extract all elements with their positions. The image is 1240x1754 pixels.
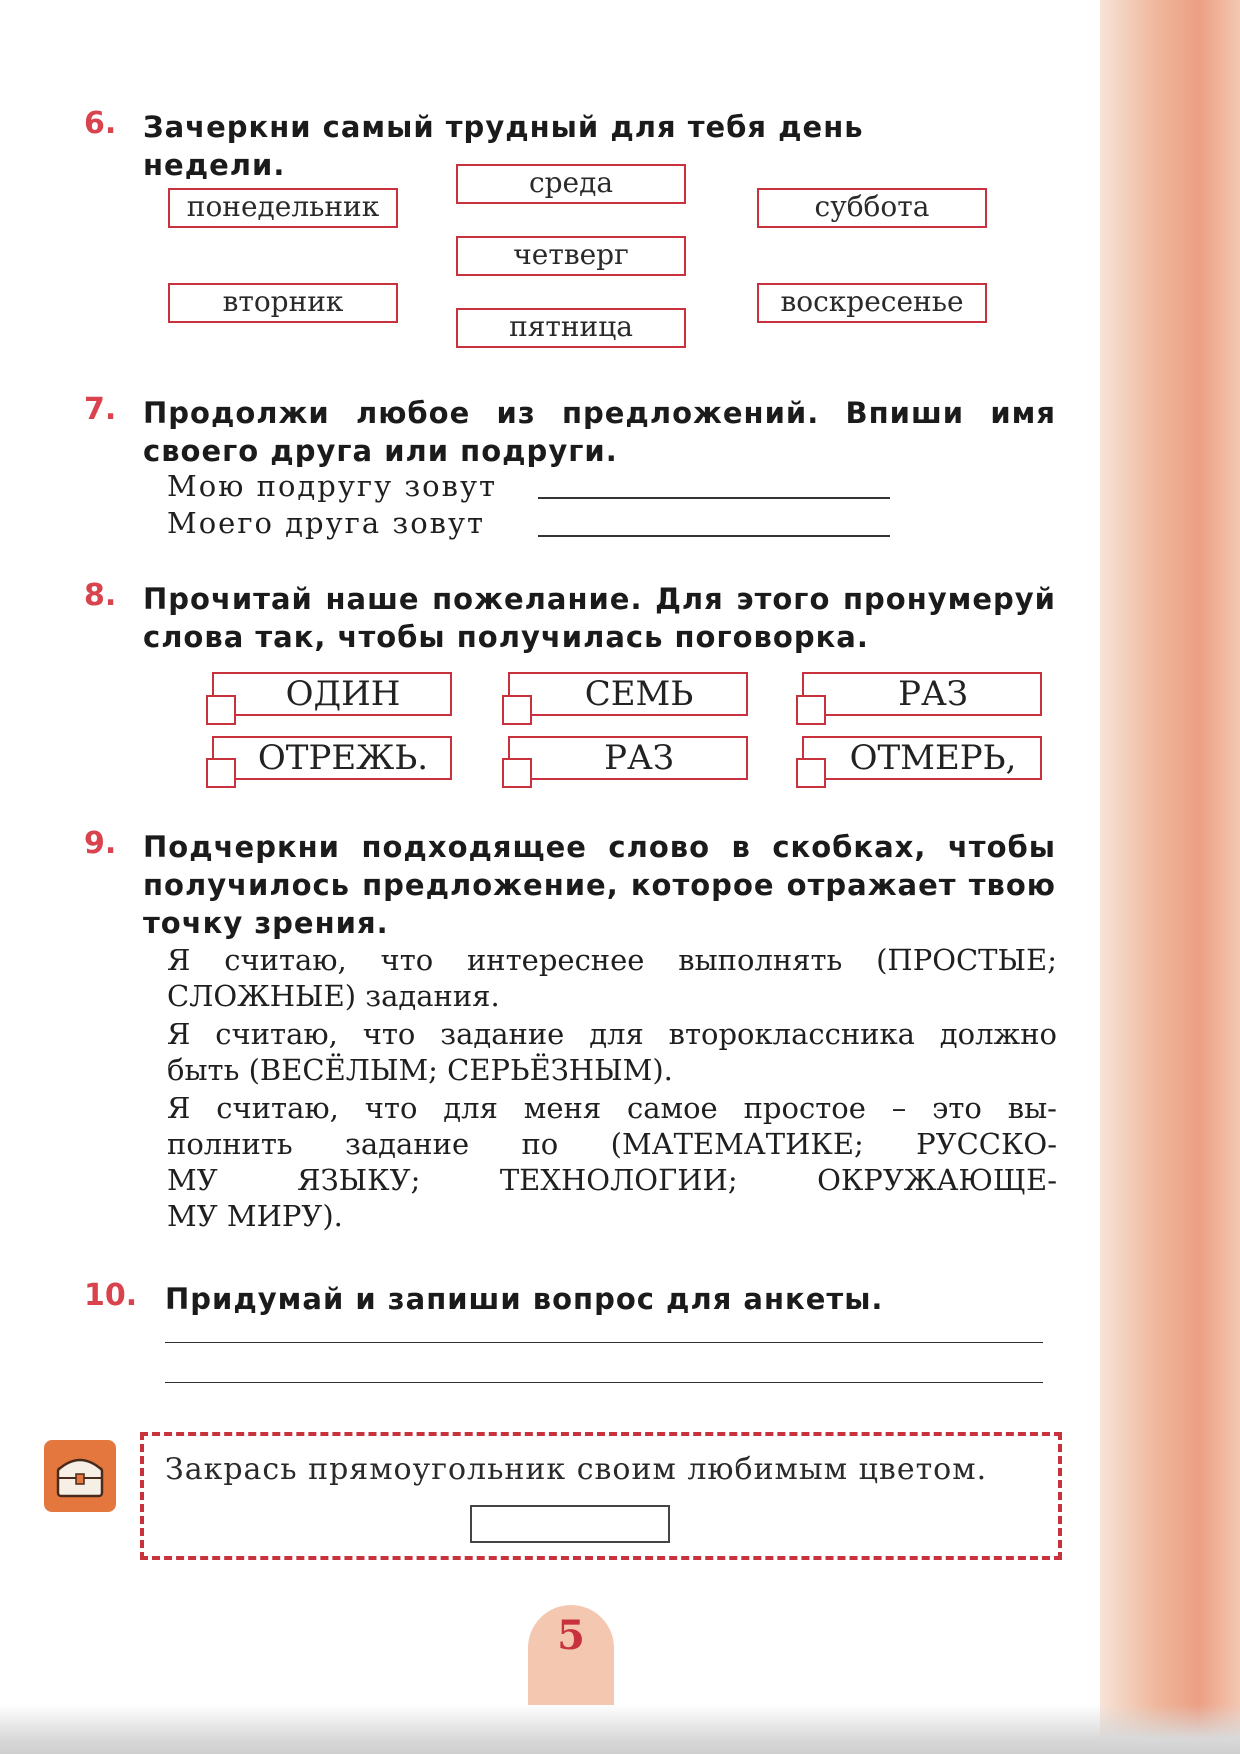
statement-1-line-2[interactable]: СЛОЖНЫЕ) задания. (167, 979, 500, 1013)
task-8-line-2: слова так, чтобы получилась поговорка. (143, 620, 869, 654)
statement-1-line-1[interactable]: Я считаю, что интереснее выполнять (ПРОСТЫЕ; (167, 943, 1057, 977)
word-number-box-1[interactable] (206, 695, 236, 725)
task-9-line-3: точку зрения. (143, 906, 389, 940)
statement-2-line-2[interactable]: быть (ВЕСЁЛЫМ; СЕРЬЁЗНЫМ). (167, 1053, 673, 1087)
word-number-box-5[interactable] (502, 758, 532, 788)
statement-2-line-1[interactable]: Я считаю, что задание для второклассника должно (167, 1017, 1057, 1051)
word-box-6: ОТМЕРЬ, (802, 736, 1042, 780)
word-box-2: СЕМЬ (508, 672, 748, 716)
task-9-number: 9. (84, 826, 117, 861)
sentence-friend: Моего друга зовут (167, 506, 486, 540)
scan-bottom-shadow (0, 1704, 1240, 1754)
word-number-box-6[interactable] (796, 758, 826, 788)
treasure-chest-icon (44, 1440, 116, 1512)
word-box-4: ОТРЕЖЬ. (212, 736, 452, 780)
statement-3-line-3[interactable]: МУ ЯЗЫКУ; ТЕХНОЛОГИИ; ОКРУЖАЮЩЕ- (167, 1163, 1057, 1197)
page-edge-strip (1100, 0, 1240, 1754)
day-box-tuesday[interactable]: вторник (168, 283, 398, 323)
day-box-saturday[interactable]: суббота (757, 188, 987, 228)
task-9-line-2: получилось предложение, которое отражает твою (143, 868, 1056, 902)
word-number-box-2[interactable] (502, 695, 532, 725)
task-8-line-1: Прочитай наше пожелание. Для этого пронумеруй (143, 582, 1056, 616)
word-number-box-3[interactable] (796, 695, 826, 725)
word-box-1: ОДИН (212, 672, 452, 716)
chest-icon-drawing (44, 1440, 116, 1512)
task-10-text: Придумай и запиши вопрос для анкеты. (165, 1282, 884, 1316)
answer-line-girlfriend[interactable] (538, 497, 890, 499)
word-box-5: РАЗ (508, 736, 748, 780)
day-box-sunday[interactable]: воскресенье (757, 283, 987, 323)
word-number-box-4[interactable] (206, 758, 236, 788)
statement-3-line-4[interactable]: МУ МИРУ). (167, 1199, 343, 1233)
answer-line-question-2[interactable] (165, 1382, 1043, 1383)
sentence-girlfriend: Мою подругу зовут (167, 469, 498, 503)
bonus-text: Закрась прямоугольник своим любимым цветом. (165, 1452, 988, 1487)
day-box-monday[interactable]: понедельник (168, 188, 398, 228)
task-7-number: 7. (84, 392, 117, 427)
task-6-number: 6. (84, 106, 117, 141)
task-10-number: 10. (84, 1278, 138, 1313)
day-box-thursday[interactable]: четверг (456, 236, 686, 276)
day-box-wednesday[interactable]: среда (456, 164, 686, 204)
answer-line-friend[interactable] (538, 535, 890, 537)
statement-3-line-2[interactable]: полнить задание по (МАТЕМАТИКЕ; РУССКО- (167, 1127, 1057, 1161)
color-rectangle[interactable] (470, 1505, 670, 1543)
day-box-friday[interactable]: пятница (456, 308, 686, 348)
answer-line-question-1[interactable] (165, 1342, 1043, 1343)
task-7-line-2: своего друга или подруги. (143, 434, 618, 468)
task-9-line-1: Подчеркни подходящее слово в скобках, чтобы (143, 830, 1056, 864)
task-7-line-1: Продолжи любое из предложений. Впиши имя (143, 396, 1056, 430)
page-number: 5 (557, 1612, 585, 1659)
task-8-number: 8. (84, 578, 117, 613)
word-box-3: РАЗ (802, 672, 1042, 716)
task-6-text: Зачеркни самый трудный для тебя день недели. (143, 110, 864, 182)
statement-3-line-1[interactable]: Я считаю, что для меня самое простое – это вы- (167, 1091, 1057, 1125)
